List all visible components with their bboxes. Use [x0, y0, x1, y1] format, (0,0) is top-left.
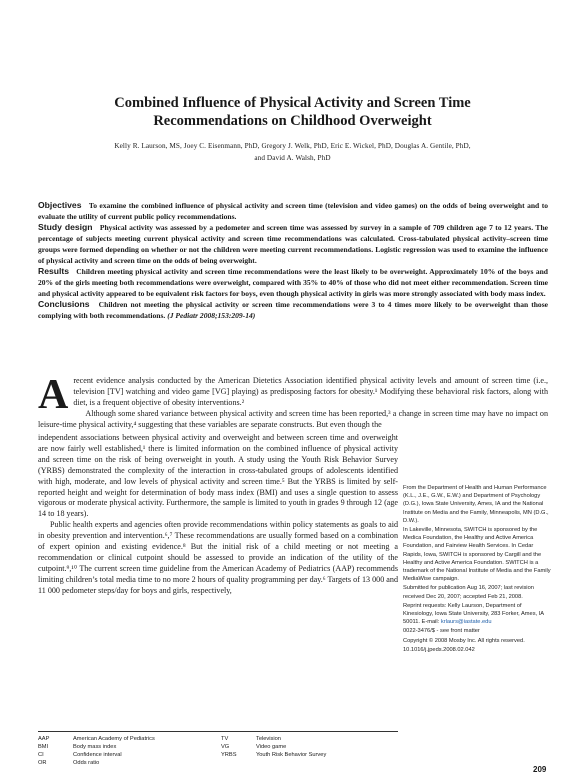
authors-line-2: and David A. Walsh, PhD	[254, 154, 331, 162]
submission-dates: Submitted for publication Aug 16, 2007; last revision received Dec 20, 2007; accepted Feb 21, 2008.	[403, 585, 534, 600]
copyright-line: Copyright © 2008 Mosby Inc. All rights reserved.	[403, 637, 525, 644]
abbr-term	[221, 759, 256, 767]
paragraph-2-continued: independent associations between physical activity and overweight and between screen time and overweight are now fairly well established,¹ there is limited information on the combined influence of physical activity and screen time on the risk of being overweight in youth. A study using the Youth Risk Behavior Survey (YRBS) demonstrated the complexity of the interaction in cross-tabulated groups of adolescents identified with high, moderate, and low levels of physical activity and screen time.⁵ But the YRBS is limited by self-reported height and weight for determination of body mass index (BMI) and uses a single question to assess vigorous or moderate physical activity. Furthermore, the sample is limited to youth in grades 9 through 12 (age 14 to 18 years).	[38, 433, 398, 519]
drop-cap: A	[38, 372, 69, 418]
conclusions-text: Children not meeting the physical activity or screen time recommendations were 3 to 4 times more likely to be overweight than those complying with both recommendations.	[38, 300, 548, 321]
abstract-design	[38, 222, 548, 266]
reprint-requests	[403, 602, 551, 627]
abbreviations-box	[38, 731, 398, 767]
abstract-objectives	[38, 200, 548, 222]
objectives-text: To examine the combined influence of physical activity and screen time (television and video games) on the odds of being overweight and to evaluate the utility of current public policy recommendations.	[38, 201, 548, 221]
abbr-term: OR	[38, 760, 47, 766]
abbr-definition	[256, 759, 396, 767]
results-text: Children meeting physical activity and screen time recommendations were the least likely to be overweight. Approximately 10% of the boys and 20% of the girls meeting both recommendations were overweight, compared with 35% to 40% of those who did not meet either recommendation. Screen time and physical activity appeared to be equivalent risk factors for boys, even though physical activity in girls was more strongly associated with body mass index.	[38, 267, 548, 298]
article-title	[60, 94, 525, 130]
authors-line-1: Kelly R. Laurson, MS, Joey C. Eisenmann, PhD, Gregory J. Welk, PhD, Eric E. Wickel, PhD, Douglas A. Gentile, PhD,	[114, 142, 471, 150]
author-list	[60, 140, 525, 164]
paragraph-1	[38, 372, 548, 418]
paragraph-3: Public health experts and agencies often provide recommendations within policy statements as goals to aid in obesity prevention and intervention.⁶,⁷ These recommendations are usually formed based on a combination of expert opinion and existing evidence.⁸ But the initial risk of a child meeting or not meeting a recommendation or clinical cutpoint should be assessed to provide an indication of the utility of the cutpoint.⁹,¹⁰ The current screen time guideline from the American Academy of Pediatrics (AAP) recommends limiting children’s total media time to no more 2 hours of quality programming per day.⁶ Targets of 13 000 and 11 000 pedometer steps/day for boys and girls, respectively,	[38, 520, 398, 595]
abbr-term: CI	[38, 752, 44, 758]
abstract-results	[38, 266, 548, 299]
body-text-full-width	[38, 372, 548, 431]
abbr-definition: Odds ratio	[73, 760, 100, 766]
title-line-2: Recommendations on Childhood Overweight	[153, 113, 432, 129]
abbr-definition: Youth Risk Behavior Survey	[256, 752, 327, 758]
journal-citation: (J Pediatr 2008;153:209-14)	[167, 311, 256, 321]
issn-line: 0022-3476/$ - see front matter	[403, 628, 480, 635]
abbr-term: VG	[221, 744, 230, 750]
paragraph-2-start: Although some shared variance between physical activity and screen time has been reported,³ a change in screen time may have no impact on leisure-time physical activity,⁴ suggesting that these variables are separate constructs. But even though the	[38, 408, 548, 429]
title-line-1: Combined Influence of Physical Activity and Screen Time	[114, 95, 471, 111]
reprint-text: Reprint requests: Kelly Laurson, Department of Kinesiology, Iowa State University, 283 Forker, Ames, IA 50011. E-mail:	[403, 602, 544, 626]
abbr-term: YRBS	[221, 752, 237, 758]
abbr-definition: American Academy of Pediatrics	[73, 736, 155, 742]
body-text-column	[38, 433, 398, 597]
abbr-definition: Confidence interval	[73, 752, 122, 758]
abbr-definition: Video game	[256, 744, 287, 750]
conclusions-label: Conclusions	[38, 299, 90, 310]
design-text: Physical activity was assessed by a pedometer and screen time was assessed by survey in a sample of 709 children age 7 to 12 years. The percentage of subjects meeting current physical activity and screen time recommendations was calculated. Cross-tabulated physical activity–screen time groups were formed depending on whether or not the children were meeting current recommendations. Logistic regression was used to examine the influence of physical activity and screen time on the odds of being overweight.	[38, 223, 548, 265]
abbr-term: AAP	[38, 736, 50, 742]
abbr-definition: Television	[256, 736, 281, 742]
design-label: Study design	[38, 222, 93, 233]
paragraph-1-text: recent evidence analysis conducted by the American Dietetics Association identified physical activity levels and amount of screen time (i.e., television [TV] watching and video game [VG] playing) as predisposing factors for obesity.¹ Modifying these behavioral risk factors, along with diet, is a frequent objective of obesity interventions.²	[73, 376, 548, 407]
abbr-term: BMI	[38, 744, 49, 750]
objectives-label: Objectives	[38, 200, 82, 210]
abbr-definition: Body mass index	[73, 744, 117, 750]
abstract	[38, 200, 548, 322]
funding-text: In Lakeville, Minnesota, SWITCH is sponsored by the Medica Foundation, the Healthy and Active America Foundation, and Fairview Health Services. In Cedar Rapids, Iowa, SWITCH is sponsored by Cargill and the Healthy and Active America Foundation. SWITCH is a trademark of the National Institute of Media and the Family MediaWise campaign.	[403, 527, 551, 583]
page-number: 209	[533, 765, 547, 774]
abbr-term: TV	[221, 736, 229, 742]
affiliation-sidebar	[403, 484, 551, 655]
author-email-link[interactable]: krlaurs@iastate.edu	[440, 619, 492, 626]
affiliation-text: From the Department of Health and Human Performance (K.L., J.E., G.W., E.W.) and Department of Psychology (D.G.), Iowa State University, Ames, IA and the National Institute on Media and the Family, Minneapolis, MN (D.G., D.W.).	[403, 485, 549, 524]
results-label: Results	[38, 266, 70, 277]
doi-line: 10.1016/j.jpeds.2008.02.042	[403, 646, 475, 653]
abstract-conclusions	[38, 299, 548, 321]
